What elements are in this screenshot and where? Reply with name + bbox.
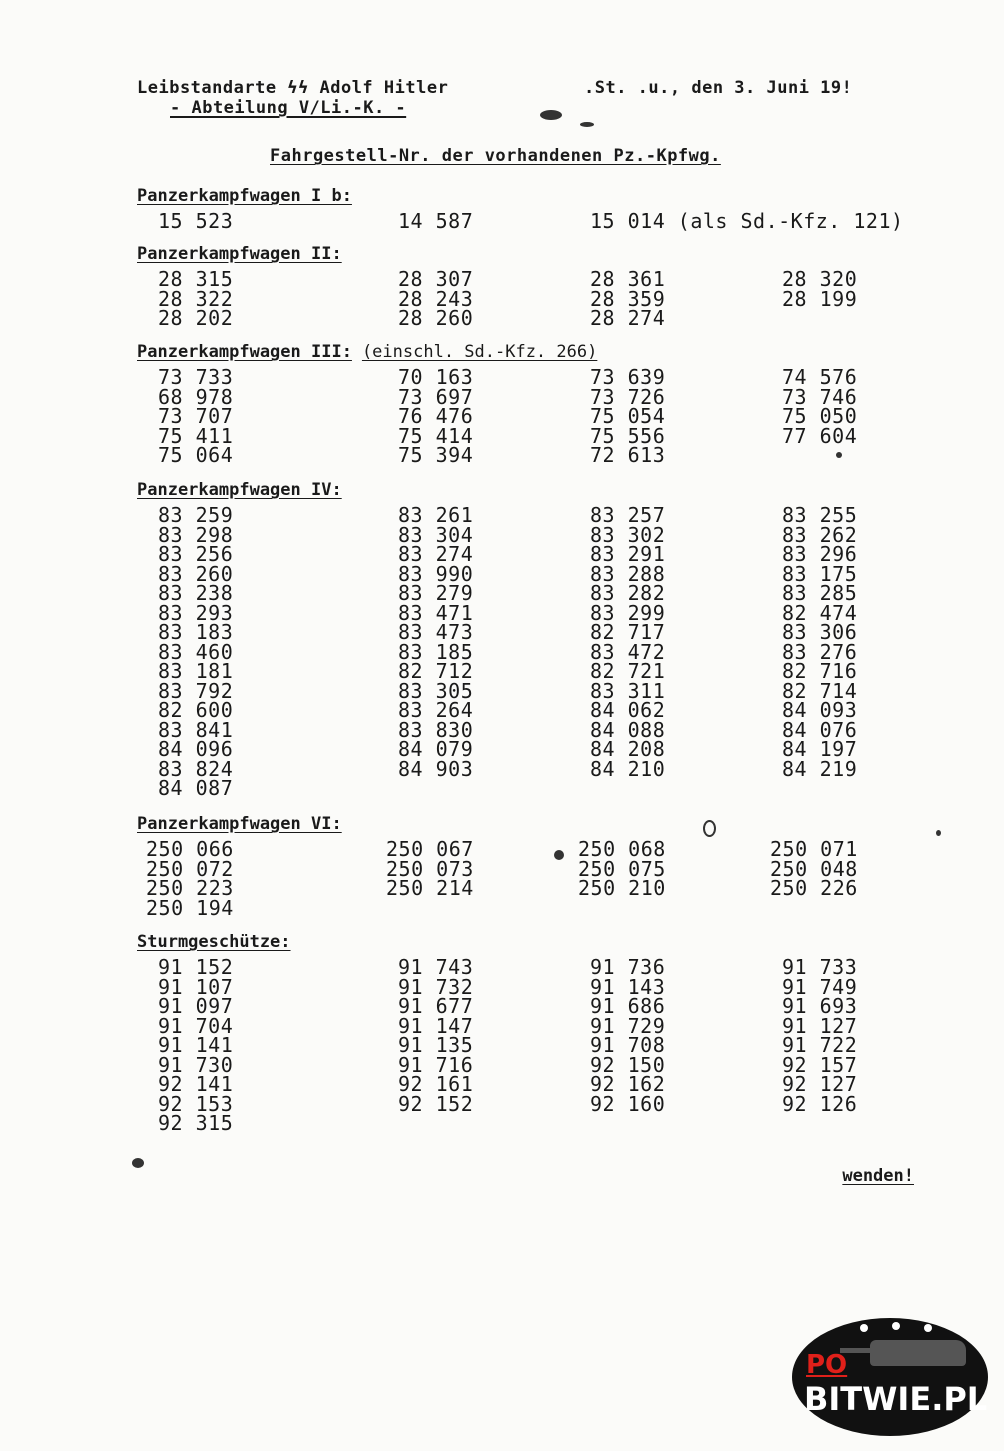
chassis-number: 83 183 <box>158 620 234 644</box>
chassis-number: 14 587 <box>398 209 474 233</box>
chassis-number: 28 322 <box>158 286 234 311</box>
chassis-number: 83 460 <box>158 639 234 664</box>
logo-rivet <box>924 1324 932 1332</box>
chassis-number: 28 260 <box>398 306 474 330</box>
chassis-number: 73 726 <box>590 384 666 409</box>
chassis-number: 84 093 <box>782 698 858 722</box>
chassis-number: 83 291 <box>590 542 666 566</box>
chassis-number: 83 471 <box>398 600 474 625</box>
chassis-number: 92 157 <box>782 1052 858 1077</box>
document-date: .St. .u., den 3. Juni 19! <box>584 78 853 98</box>
chassis-number: 250 210 <box>578 876 666 900</box>
chassis-number: 84 903 <box>398 756 474 781</box>
logo-text-bitwie: BITWIE.PL <box>804 1380 988 1418</box>
chassis-number: 83 259 <box>158 503 234 527</box>
chassis-number: 250 068 <box>578 837 666 861</box>
chassis-number: 82 716 <box>782 659 858 683</box>
chassis-number: 92 127 <box>782 1072 858 1096</box>
chassis-number: 72 613 <box>590 443 666 467</box>
chassis-number: 28 202 <box>158 306 234 330</box>
chassis-number: 83 181 <box>158 659 234 683</box>
chassis-number: 92 126 <box>782 1091 858 1116</box>
chassis-number: 91 708 <box>590 1033 666 1057</box>
tank-icon <box>870 1340 966 1366</box>
ink-smudge <box>540 110 562 120</box>
chassis-number: 82 600 <box>158 698 234 722</box>
chassis-number: 91 722 <box>782 1033 858 1057</box>
chassis-number: 91 729 <box>590 1013 666 1038</box>
chassis-number: 83 830 <box>398 717 474 742</box>
chassis-number: 250 048 <box>770 856 858 881</box>
chassis-number: 91 152 <box>158 955 234 979</box>
chassis-number: 91 704 <box>158 1013 234 1038</box>
chassis-number: 91 127 <box>782 1013 858 1038</box>
chassis-number: 83 274 <box>398 542 474 566</box>
chassis-number: 91 097 <box>158 994 234 1018</box>
chassis-number: 83 261 <box>398 503 474 527</box>
chassis-number: 83 288 <box>590 561 666 586</box>
chassis-number: 83 262 <box>782 522 858 547</box>
section-title <box>137 814 342 834</box>
chassis-number: 83 293 <box>158 600 234 625</box>
site-logo <box>792 1318 988 1436</box>
chassis-number: 84 087 <box>158 776 234 800</box>
chassis-number: 83 298 <box>158 522 234 547</box>
chassis-number: 84 197 <box>782 737 858 761</box>
chassis-number: 73 639 <box>590 365 666 389</box>
ink-smudge <box>936 830 941 836</box>
section-note: (einschl. Sd.-Kfz. 266) <box>361 342 598 362</box>
chassis-number: 75 394 <box>398 443 474 467</box>
chassis-number: 91 749 <box>782 974 858 999</box>
chassis-number: 91 677 <box>398 994 474 1018</box>
chassis-number: 250 075 <box>578 856 666 881</box>
chassis-number: 91 733 <box>782 955 858 979</box>
chassis-number: 83 185 <box>398 639 474 664</box>
chassis-number: 28 359 <box>590 286 666 311</box>
chassis-number: 83 264 <box>398 698 474 722</box>
chassis-number: 91 107 <box>158 974 234 999</box>
chassis-number: 250 223 <box>146 876 234 900</box>
chassis-number: 83 792 <box>158 678 234 703</box>
chassis-number: 75 054 <box>590 404 666 428</box>
chassis-number: 83 473 <box>398 620 474 644</box>
chassis-number: 83 990 <box>398 561 474 586</box>
chassis-number: 82 474 <box>782 600 858 625</box>
chassis-number: 91 147 <box>398 1013 474 1038</box>
chassis-number: 91 736 <box>590 955 666 979</box>
chassis-number: 84 076 <box>782 717 858 742</box>
chassis-number: 92 162 <box>590 1072 666 1096</box>
ink-smudge <box>580 122 594 127</box>
chassis-number: 92 150 <box>590 1052 666 1077</box>
chassis-number: 92 161 <box>398 1072 474 1096</box>
chassis-number: 83 306 <box>782 620 858 644</box>
chassis-number: 84 219 <box>782 756 858 781</box>
chassis-number: 75 414 <box>398 423 474 448</box>
chassis-number: 84 210 <box>590 756 666 781</box>
section-title-text: Panzerkampfwagen VI: <box>137 814 342 834</box>
chassis-number: 75 064 <box>158 443 234 467</box>
chassis-number: 73 697 <box>398 384 474 409</box>
chassis-number: 250 072 <box>146 856 234 881</box>
chassis-number: 91 143 <box>590 974 666 999</box>
chassis-number: 92 152 <box>398 1091 474 1116</box>
chassis-number: 70 163 <box>398 365 474 389</box>
ink-smudge <box>703 820 716 837</box>
chassis-number: 250 066 <box>146 837 234 861</box>
section-title-text: Panzerkampfwagen III: <box>137 342 352 362</box>
chassis-number: 83 256 <box>158 542 234 566</box>
chassis-number: 77 604 <box>782 423 858 448</box>
chassis-number: 73 746 <box>782 384 858 409</box>
ink-smudge <box>554 850 564 860</box>
chassis-number: 76 476 <box>398 404 474 428</box>
chassis-number: 28 315 <box>158 267 234 291</box>
chassis-number: 75 411 <box>158 423 234 448</box>
section-title <box>137 244 342 264</box>
chassis-number: 91 730 <box>158 1052 234 1077</box>
chassis-number: 83 302 <box>590 522 666 547</box>
chassis-number: 250 194 <box>146 895 234 920</box>
chassis-number: 91 732 <box>398 974 474 999</box>
chassis-number: 83 238 <box>158 581 234 605</box>
chassis-number: 82 714 <box>782 678 858 703</box>
section-title-text: Panzerkampfwagen I b: <box>137 186 352 206</box>
chassis-number: 91 743 <box>398 955 474 979</box>
chassis-number: 84 096 <box>158 737 234 761</box>
chassis-number: 28 274 <box>590 306 666 330</box>
chassis-number: 84 062 <box>590 698 666 722</box>
chassis-number: 83 472 <box>590 639 666 664</box>
section-title-text: Panzerkampfwagen II: <box>137 244 342 264</box>
chassis-number: 91 716 <box>398 1052 474 1077</box>
logo-rivet <box>860 1324 868 1332</box>
footer-turn-page: wenden! <box>842 1166 914 1186</box>
chassis-number: 74 576 <box>782 365 858 389</box>
chassis-number: 83 276 <box>782 639 858 664</box>
chassis-number: 82 721 <box>590 659 666 683</box>
chassis-number: 84 079 <box>398 737 474 761</box>
chassis-number: 83 255 <box>782 503 858 527</box>
chassis-number: 83 257 <box>590 503 666 527</box>
chassis-number: 84 088 <box>590 717 666 742</box>
logo-rivet <box>892 1322 900 1330</box>
chassis-number: 91 135 <box>398 1033 474 1057</box>
unit-department: - Abteilung V/Li.-K. - <box>170 98 407 118</box>
logo-text-po: PO <box>806 1350 848 1380</box>
chassis-number: 75 050 <box>782 404 858 428</box>
chassis-number: 82 717 <box>590 620 666 644</box>
chassis-number: 28 307 <box>398 267 474 291</box>
section-title <box>137 342 597 362</box>
chassis-number: 83 175 <box>782 561 858 586</box>
section-title <box>137 186 352 206</box>
chassis-number: 83 299 <box>590 600 666 625</box>
ink-smudge <box>132 1158 144 1168</box>
section-title-text: Sturmgeschütze: <box>137 932 291 952</box>
chassis-number: 250 226 <box>770 876 858 900</box>
section-title <box>137 932 291 952</box>
chassis-number: 73 733 <box>158 365 234 389</box>
chassis-number: 250 071 <box>770 837 858 861</box>
chassis-number: 83 304 <box>398 522 474 547</box>
chassis-number: 91 141 <box>158 1033 234 1057</box>
chassis-number: 75 556 <box>590 423 666 448</box>
chassis-number: 28 199 <box>782 286 858 311</box>
chassis-number: 15 014 (als Sd.-Kfz. 121) <box>590 209 904 233</box>
chassis-number: 68 978 <box>158 384 234 409</box>
chassis-number: 28 243 <box>398 286 474 311</box>
chassis-number: 83 285 <box>782 581 858 605</box>
chassis-number: 84 208 <box>590 737 666 761</box>
chassis-number: 73 707 <box>158 404 234 428</box>
chassis-number: 83 296 <box>782 542 858 566</box>
chassis-number: 83 282 <box>590 581 666 605</box>
chassis-number: 83 279 <box>398 581 474 605</box>
unit-name: Leibstandarte ϟϟ Adolf Hitler <box>137 78 449 98</box>
chassis-number: 92 141 <box>158 1072 234 1096</box>
chassis-number: 250 073 <box>386 856 474 881</box>
chassis-number: 15 523 <box>158 209 234 233</box>
chassis-number: 92 315 <box>158 1111 234 1135</box>
chassis-number: 83 305 <box>398 678 474 703</box>
chassis-number: 92 160 <box>590 1091 666 1116</box>
chassis-number: 83 841 <box>158 717 234 742</box>
document-title: Fahrgestell-Nr. der vorhandenen Pz.-Kpfwg. <box>270 146 721 166</box>
chassis-number: 92 153 <box>158 1091 234 1116</box>
chassis-number: 91 686 <box>590 994 666 1018</box>
chassis-number: 83 260 <box>158 561 234 586</box>
section-title <box>137 480 342 500</box>
chassis-number: 83 311 <box>590 678 666 703</box>
chassis-number: 250 067 <box>386 837 474 861</box>
chassis-number: 91 693 <box>782 994 858 1018</box>
chassis-number: 82 712 <box>398 659 474 683</box>
chassis-number: 83 824 <box>158 756 234 781</box>
ink-smudge <box>836 452 842 458</box>
chassis-number: 28 320 <box>782 267 858 291</box>
chassis-number: 28 361 <box>590 267 666 291</box>
section-title-text: Panzerkampfwagen IV: <box>137 480 342 500</box>
chassis-number: 250 214 <box>386 876 474 900</box>
